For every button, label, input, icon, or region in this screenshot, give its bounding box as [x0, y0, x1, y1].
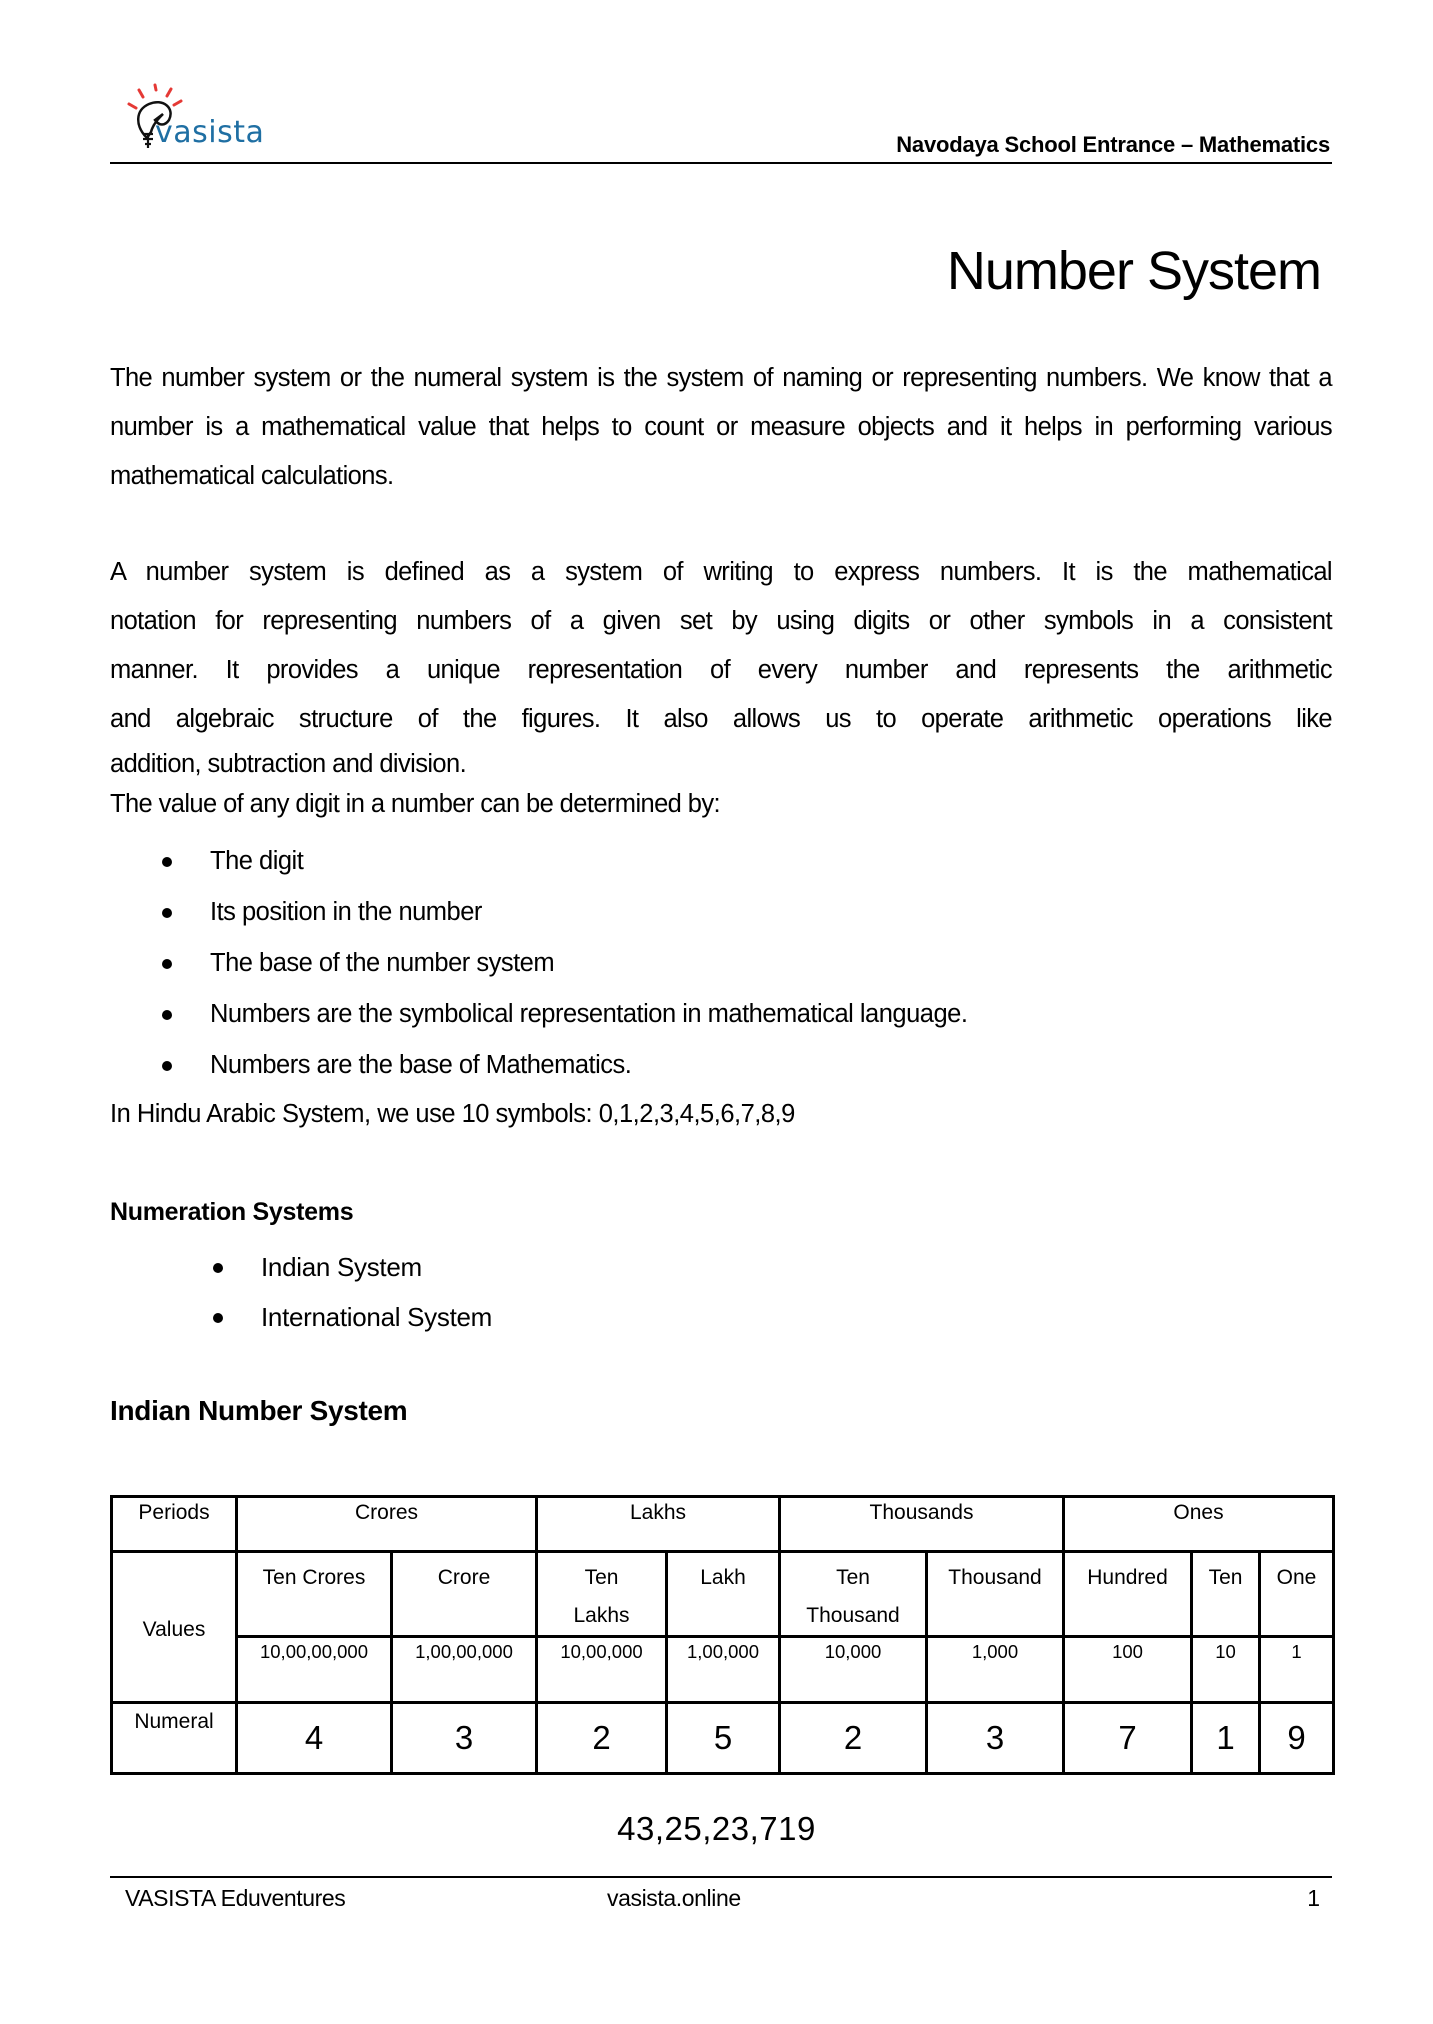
list-item-text: Indian System	[261, 1252, 422, 1282]
footer-website-link[interactable]: vasista.online	[607, 1885, 741, 1911]
list-item-text: Its position in the number	[210, 898, 482, 926]
periods-row	[112, 1497, 1334, 1552]
place-name-cell	[237, 1552, 392, 1637]
list-item	[110, 887, 967, 938]
place-name: Ten Crores	[262, 1566, 366, 1589]
vasista-logo	[125, 82, 295, 152]
list-item-text: Numbers are the symbolical representation in mathematical language.	[210, 1000, 968, 1028]
numeral-digit: 9	[1260, 1703, 1334, 1774]
numeral-digit: 1	[1192, 1703, 1260, 1774]
place-name-cell	[927, 1552, 1064, 1637]
result-number: 43,25,23,719	[617, 1810, 816, 1847]
paragraph-line: notation for representing numbers of a given set by using digits or other symbols in a consistent	[110, 607, 1332, 635]
bullet-icon	[162, 959, 172, 969]
paragraph-line: and algebraic structure of the figures. It also allows us to operate arithmetic operations like	[110, 705, 1332, 733]
list-item	[110, 1292, 492, 1342]
list-item-text: Numbers are the base of Mathematics.	[210, 1051, 632, 1079]
list-item	[110, 938, 967, 989]
value-factors-list	[110, 836, 967, 1091]
header-title: Navodaya School Entrance – Mathematics	[896, 132, 1330, 157]
place-name-cell	[1260, 1552, 1334, 1637]
place-names-row	[112, 1552, 1334, 1637]
place-name-cell	[392, 1552, 537, 1637]
numeral-digit: 2	[780, 1703, 927, 1774]
paragraph-line: manner. It provides a unique representation of every number and represents the arithmetic	[110, 656, 1332, 684]
footer-company: VASISTA Eduventures	[125, 1885, 346, 1911]
paragraph-line: A number system is defined as a system of writing to express numbers. It is the mathematical	[110, 558, 1332, 586]
numeral-digit: 2	[537, 1703, 667, 1774]
list-item	[110, 989, 967, 1040]
intro-paragraph: The number system or the numeral system is the system of naming or representing numbers. We know that a number is a mathematical value that helps to count or measure objects and it helps in performing various mathematical calculations.	[110, 364, 1332, 490]
period-ones: Ones	[1064, 1497, 1334, 1552]
indian-place-value-table	[110, 1495, 1335, 1775]
place-name-cell	[537, 1552, 667, 1637]
bullet-icon	[213, 1263, 223, 1273]
list-item-text: International System	[261, 1302, 493, 1332]
place-name: Hundred	[1087, 1566, 1168, 1589]
place-name: One	[1276, 1566, 1317, 1589]
numeration-list	[110, 1242, 492, 1342]
place-value: 1,000	[927, 1637, 1064, 1703]
place-name-cell	[780, 1552, 927, 1637]
hindu-arabic-note: In Hindu Arabic System, we use 10 symbols: 0,1,2,3,4,5,6,7,8,9	[110, 1100, 795, 1128]
indian-system-heading: Indian Number System	[110, 1395, 408, 1426]
place-name-cell	[1192, 1552, 1260, 1637]
page-number: 1	[1307, 1885, 1320, 1911]
place-value: 10,00,00,000	[237, 1637, 392, 1703]
values-label: Values	[112, 1552, 237, 1703]
list-item-text: The base of the number system	[210, 949, 555, 977]
place-values-row	[112, 1637, 1334, 1703]
list-item	[110, 836, 967, 887]
numeral-digit: 4	[237, 1703, 392, 1774]
bullet-icon	[213, 1313, 223, 1323]
place-value: 1	[1260, 1637, 1334, 1703]
list-item	[110, 1242, 492, 1292]
numeral-label: Numeral	[112, 1703, 237, 1774]
numeral-digit: 3	[392, 1703, 537, 1774]
header-divider	[110, 162, 1332, 164]
bullet-icon	[162, 908, 172, 918]
place-name-cell	[1064, 1552, 1192, 1637]
list-item	[110, 1040, 967, 1091]
place-value: 10,00,000	[537, 1637, 667, 1703]
place-name: Ten	[584, 1566, 619, 1589]
place-value: 1,00,000	[667, 1637, 780, 1703]
place-name: Thousand	[948, 1566, 1042, 1589]
list-item-text: The digit	[210, 847, 304, 875]
place-name: Ten	[1208, 1566, 1243, 1589]
definition-paragraph	[110, 548, 1332, 824]
numeral-digit: 5	[667, 1703, 780, 1774]
place-name-cell	[667, 1552, 780, 1637]
bullet-icon	[162, 1010, 172, 1020]
place-name-line2: Thousand	[806, 1604, 900, 1627]
footer-divider	[110, 1876, 1332, 1878]
period-lakhs: Lakhs	[537, 1497, 780, 1552]
page-title: Number System	[946, 241, 1321, 301]
place-name: Lakh	[700, 1566, 746, 1589]
place-value: 10,000	[780, 1637, 927, 1703]
place-name: Crore	[437, 1566, 491, 1589]
place-name: Ten	[836, 1566, 870, 1589]
bullet-icon	[162, 857, 172, 867]
svg-text:vasista: vasista	[155, 115, 265, 150]
periods-label: Periods	[112, 1497, 237, 1552]
bullet-icon	[162, 1061, 172, 1071]
period-crores: Crores	[237, 1497, 537, 1552]
lightbulb-icon	[125, 82, 295, 152]
period-thousands: Thousands	[780, 1497, 1064, 1552]
numeral-row	[112, 1703, 1334, 1774]
numeration-heading: Numeration Systems	[110, 1198, 354, 1226]
paragraph-line: The value of any digit in a number can be determined by:	[110, 790, 720, 818]
place-name-line2: Lakhs	[573, 1604, 630, 1627]
place-value: 10	[1192, 1637, 1260, 1703]
place-value: 1,00,00,000	[392, 1637, 537, 1703]
place-value: 100	[1064, 1637, 1192, 1703]
paragraph-line: addition, subtraction and division.	[110, 750, 467, 778]
numeral-digit: 3	[927, 1703, 1064, 1774]
numeral-digit: 7	[1064, 1703, 1192, 1774]
